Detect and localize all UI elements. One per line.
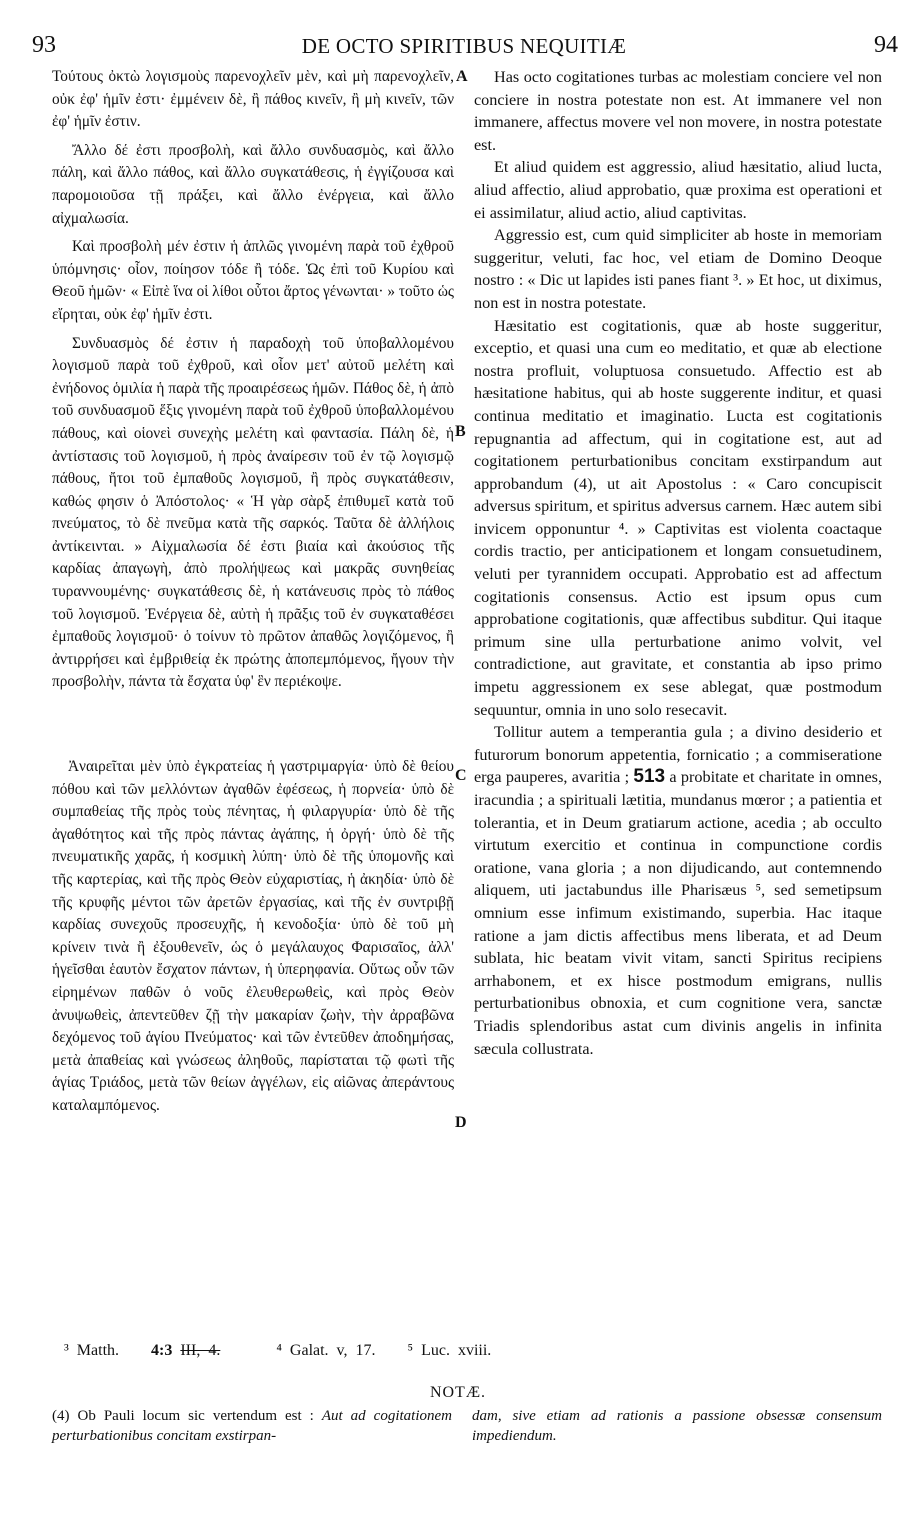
page-number-left: 93 — [32, 32, 56, 58]
latin-paragraph: Has octo cogitationes turbas ac molestiam conciere vel non conciere in nostra potestate non est. At immanere vel non immanere, affectus movere vel non movere, in nostra potestate est. — [474, 68, 882, 154]
section-marker-c: C — [455, 767, 467, 784]
footnote-5: ⁵ Luc. xviii. — [407, 1342, 492, 1359]
section-marker-d: D — [455, 1114, 467, 1131]
latin-column — [474, 66, 882, 1060]
greek-paragraph: Ἄλλο δέ ἐστι προσβολὴ, καὶ ἄλλο συνδυασμὸς, καὶ ἄλλο πάλη, καὶ ἄλλο πάθος, καὶ ἄλλο συγκατάθεσις, ἡ ἐγγίζουσα καὶ παρομοιοῦσα τῇ πράξει, καὶ ἄλλο ἐνέργεια, καὶ ἄλλο αἰχμαλωσία. — [52, 141, 454, 227]
note-lead: (4) Ob Pauli locum sic vertendum est : — [52, 1408, 314, 1424]
note-left-column — [52, 1406, 452, 1446]
footnote-text: ³ Matth. — [64, 1342, 120, 1359]
latin-paragraph: Et aliud quidem est aggressio, aliud hæsitatio, aliud lucta, aliud affectio, aliud approbatio, quæ proxima est operationi et ei assimilatur, aliud actio, aliud captivitas. — [474, 158, 882, 222]
column-number: 513 — [633, 766, 666, 788]
note-italic: Aut ad cogitationem perturbationibus concitam exstirpan- — [52, 1408, 453, 1444]
latin-paragraph: Hæsitatio est cogitationis, quæ ab hoste suggeritur, exceptio, et quasi una cum eo meditatio, et quæ ab electione nostra profluit, voluptuosa consuetudo. Affectio est ab hæsitatione habitus, qui ab hoste suggerente inditur, et quasi continua meditatio et imaginatio. Lucta est cogitationis repugnantia ad affectum, qui in cogitatione est, aut ad cogitationem perturbationibus concitam exstirpandum aut approbandum (4), ut ait Apostolus : « Caro concupiscit adversus spiritum, et spiritus adversus carnem. Hæc autem sibi invicem opponuntur ⁴. » Captivitas est violenta coactaque cordis tractio, per anticipationem et longam consuetudinem, veluti per tyrannidem occupati. Approbatio est ad affectum cogitationis consensus. Actio est ipsum opus cum approbatione cogitationis, quæ affectibus subditur. Qui itaque primum sine ulla perturbatione animo volvit, vel contradictione, aut gravitate, et constantia ab ipso primo impetu aggressionem ex sese ablegat, quæ postmodum sequuntur, omnia in uno solo resecavit. — [474, 316, 882, 719]
struck-reference: III, 4. — [180, 1342, 221, 1359]
section-marker-a: A — [456, 68, 468, 85]
footnote-4: ⁴ Galat. v, 17. — [276, 1342, 376, 1359]
footnote-3 — [64, 1342, 244, 1359]
latin-text: Tollitur autem a temperantia gula ; a divino desiderio et futurorum bonorum appetentia, fornicatio ; a commiseratione erga pauperes, avaritia ; — [474, 723, 882, 787]
note-right-column — [472, 1406, 882, 1446]
section-marker-b: B — [455, 423, 466, 440]
greek-paragraph: Συνδυασμὸς δέ ἐστιν ἡ παραδοχὴ τοῦ ὑποβαλλομένου λογισμοῦ παρὰ τοῦ ἐχθροῦ, καὶ οἷον μετ' αὐτοῦ μελέτη καὶ ἐνήδονος ὁμιλία ἡ παρὰ τῆς προαιρέσεως ἡμῶν. Πάθος δὲ, ἡ ἀπὸ τοῦ συνδυασμοῦ ἕξις γινομένη παρὰ τοῦ ἐχθροῦ ὑποβαλλομένου πάθους, καὶ οἱονεὶ συνεχὴς μελέτη καὶ φαντασία. Πάλη δὲ, ἡ ἀντίστασις τοῦ λογισμοῦ, ἡ πρὸς ἀναίρεσιν τοῦ ἐν τῷ λογισμῷ πάθους, ἤτοι τοῦ ἐμπαθοῦς λογισμοῦ, ἢ πρὸς συγκατάθεσιν, καθώς φησιν ὁ Ἀπόστολος· « Ἡ γὰρ σὰρξ ἐπιθυμεῖ κατὰ τοῦ πνεύματος, τὸ δὲ πνεῦμα κατὰ τῆς σαρκός. Ταῦτα δὲ ἀλλήλοις ἀντίκεινται. » Αἰχμαλωσία δέ ἐστι βιαία καὶ ἀκούσιος τῆς καρδίας ἀπαγωγὴ, ἀπὸ προλήψεως καὶ μακρᾶς συνηθείας τυραννουμένης· συγκατάθεσις δὲ, ἡ κατάνευσις πρὸς τὸ πάθος τοῦ λογισμοῦ. Ἐνέργεια δὲ, αὐτὴ ἡ πρᾶξις τοῦ ἐν συγκαταθέσει ἐμπαθοῦς λογισμοῦ· ὁ τοίνυν τὸ πρῶτον ἀπαθῶς λογιζόμενος, ἢ ἀντιρρήσει καὶ ἐμβριθείᾳ ἐκ πρώτης ἀποπεμπόμενος, ἤγουν τὴν προσβολὴν, πάντα τὰ ἔσχατα ὑφ' ἓν περιέκοψε. — [52, 334, 454, 691]
handwritten-correction: 4:3 — [151, 1342, 173, 1359]
note-italic: dam, sive etiam ad rationis a passione obsessæ consensum impediendum. — [472, 1408, 882, 1444]
latin-paragraph-with-column-number — [474, 721, 882, 1060]
greek-paragraph: Ἀναιρεῖται μὲν ὑπὸ ἐγκρατείας ἡ γαστριμαργία· ὑπὸ δὲ θείου πόθου καὶ τῶν μελλόντων ἀγαθῶν ἐφέσεως, ἡ πορνεία· ὑπὸ δὲ συμπαθείας τῆς πρὸς τοὺς πένητας, ἡ φιλαργυρία· ὑπὸ δὲ τῆς ἀγαθότητος καὶ τῆς πρὸς πάντας ἀγάπης, ἡ ὀργή· ὑπὸ δὲ τῆς πνευματικῆς χαρᾶς, ἡ κοσμικὴ λύπη· ὑπὸ δὲ τῆς ὑπομονῆς καὶ τῆς καρτερίας, καὶ τῆς πρὸς Θεὸν εὐχαριστίας, ἡ ἀκηδία· ὑπὸ δὲ τῆς κρυφῆς μέντοι τῶν ἀρετῶν ἐργασίας, καὶ τῆς ἐν συντριβῇ καρδίας συνεχοῦς προσευχῆς, ἡ κενοδοξία· ὑπὸ δὲ τοῦ μὴ κρίνειν τινὰ ἢ ἐξουθενεῖν, ὡς ὁ μεγάλαυχος Φαρισαῖος, ἀλλ' ἡγεῖσθαι ἑαυτὸν ἔσχατον πάντων, ἡ ὑπερηφανία. Οὕτως οὖν τῶν εἰρημένων παθῶν ὁ νοῦς ἐλευθερωθεὶς, καὶ πρὸς Θεὸν ἀνυψωθεὶς, ἀπεντεῦθεν ζῇ τὴν μακαρίαν ζωὴν, τὴν ἀρραβῶνα δεχόμενος τοῦ ἁγίου Πνεύματος· καὶ τῶν ἐντεῦθεν ἀποδημήσας, μετὰ ἀπαθείας καὶ γνώσεως ἀληθοῦς, παρίσταται τῷ φωτὶ τῆς ἁγίας Τριάδος, μετὰ τῶν θείων ἀγγέλων, εἰς αἰῶνας ἀπεράντους καταλαμπόμενος. — [52, 758, 454, 1114]
footnotes — [64, 1342, 515, 1360]
latin-paragraph: Aggressio est, cum quid simpliciter ab hoste in memoriam suggeritur, veluti, fac hoc, vel etiam de Domino Deoque nostro : « Dic ut lapides isti panes fiant ³. » Et hoc, ut diximus, non est in nostra potestate. — [474, 226, 882, 312]
greek-paragraph: Καὶ προσβολὴ μέν ἐστιν ἡ ἁπλῶς γινομένη παρὰ τοῦ ἐχθροῦ ὑπόμνησις· οἷον, ποίησον τόδε ἢ τόδε. Ὡς ἐπὶ τοῦ Κυρίου καὶ Θεοῦ ἡμῶν· « Εἰπὲ ἵνα οἱ λίθοι οὗτοι ἄρτος γένωνται· » τοῦτο ὡς εἴρηται, οὐκ ἐφ' ἡμῖν ἐστι. — [52, 238, 454, 323]
greek-paragraph: Τούτους ὀκτὼ λογισμοὺς παρενοχλεῖν μὲν, καὶ μὴ παρενοχλεῖν, οὐκ ἐφ' ἡμῖν ἐστι· ἐμμένειν δὲ, ἢ πάθος κινεῖν, ἢ μὴ κινεῖν, τῶν ἐφ' ἡμῖν ἐστιν. — [52, 68, 454, 131]
page-number-right: 94 — [874, 32, 898, 58]
notes-heading: NOTÆ. — [429, 1384, 487, 1401]
latin-text: a probitate et charitate in omnes, iracundia ; a spirituali lætitia, mundanus mœror ; a patientia et tolerantia, et in Deum gratiarum actione, acedia ; ab occulto virtutum exercitio et continua in compunctione cordis oratione, vana gloria ; a non dijudicando, aut contemnendo aliquem, uti jactabundus ille Pharisæus ⁵, sed semetipsum omnium esse infimum existimando, superbia. Hac itaque ratione a jam dictis affectibus mens liberata, et ad Deum sublata, hic beatam vivit vitam, sancti Spiritus recipiens arrhabonem, et ex hisce postmodum emigrans, nullis perturbationibus obnoxia, et cum cognitione vera, sanctæ Triadis splendoribus astat cum divinis angelis in infinita sæcula collustrata. — [474, 768, 882, 1058]
greek-column — [52, 66, 454, 1118]
page-header — [30, 32, 898, 62]
running-title: DE OCTO SPIRITIBUS NEQUITIÆ — [301, 34, 627, 58]
